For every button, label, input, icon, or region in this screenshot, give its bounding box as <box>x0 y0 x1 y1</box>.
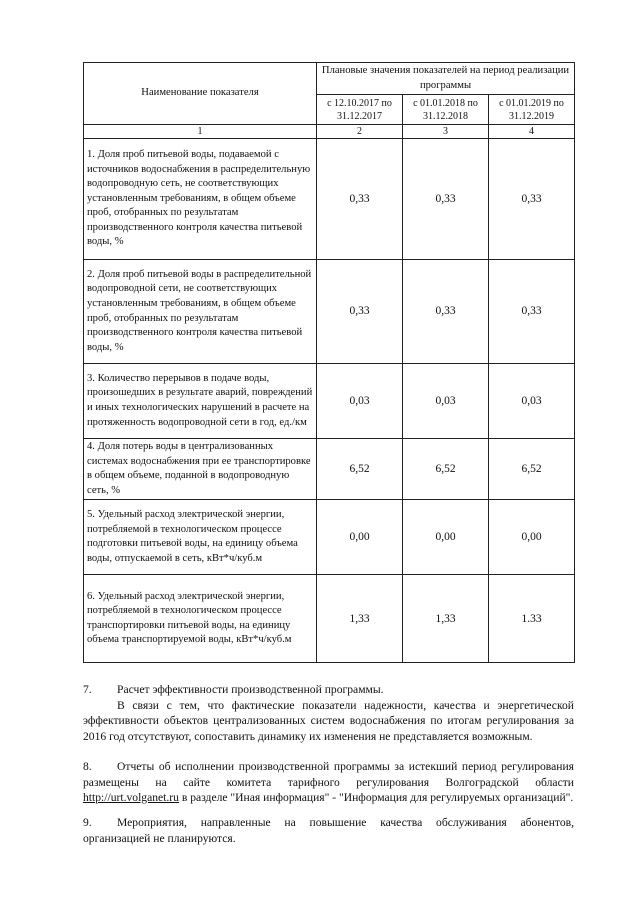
col-number-2: 2 <box>317 125 403 139</box>
indicators-table <box>83 62 575 663</box>
row-value: 6,52 <box>317 439 403 500</box>
row-value: 0,33 <box>403 260 489 364</box>
row-value: 0,33 <box>317 139 403 260</box>
header-indicator-name: Наименование показателя <box>84 63 317 125</box>
paragraph-8-number: 8. <box>83 760 92 773</box>
paragraph-8-text-b: в разделе "Иная информация" - "Информация для регулируемых организаций". <box>181 791 574 804</box>
row-name: 5. Удельный расход электрической энергии, потребляемой в технологическом процессе подготовки питьевой воды, на единицу объема воды, отпускаемой в сеть, кВт*ч/куб.м <box>84 500 317 575</box>
table-row <box>84 575 575 663</box>
row-value: 0,03 <box>403 364 489 439</box>
col-number-1: 1 <box>84 125 317 139</box>
table-row <box>84 500 575 575</box>
header-period-2: с 01.01.2018 по 31.12.2018 <box>403 95 489 125</box>
paragraph-8 <box>83 759 574 806</box>
table-row <box>84 139 575 260</box>
table-row <box>84 260 575 364</box>
row-value: 6,52 <box>403 439 489 500</box>
header-planned-values: Плановые значения показателей на период реализации программы <box>317 63 575 95</box>
row-name: 4. Доля потерь воды в централизованных системах водоснабжения при ее транспортировке в общем объеме, поданной в водопроводную сеть, % <box>84 439 317 500</box>
row-value: 1,33 <box>317 575 403 663</box>
row-value: 0,03 <box>489 364 575 439</box>
paragraph-8-text-a: Отчеты об исполнении производственной программы за истекший период регулирования размещены на сайте комитета тарифного регулирования Волгоградской области <box>83 760 574 789</box>
paragraph-9-text: Мероприятия, направленные на повышение качества обслуживания абонентов, организацией не планируются. <box>83 816 574 845</box>
header-period-3: с 01.01.2019 по 31.12.2019 <box>489 95 575 125</box>
row-value: 0,33 <box>403 139 489 260</box>
row-name: 2. Доля проб питьевой воды в распределительной водопроводной сети, не соответствующих установленным требованиям, в общем объеме проб, отобранных по результатам производственного контроля качества питьевой воды, % <box>84 260 317 364</box>
paragraph-7 <box>83 682 574 744</box>
row-value: 0,00 <box>317 500 403 575</box>
row-value: 0,33 <box>317 260 403 364</box>
table-row <box>84 364 575 439</box>
row-name: 3. Количество перерывов в подаче воды, произошедших в результате аварий, повреждений и иных технологических нарушений в расчете на протяженность водопроводной сети в год, ед./км <box>84 364 317 439</box>
header-period-1: с 12.10.2017 по 31.12.2017 <box>317 95 403 125</box>
col-number-4: 4 <box>489 125 575 139</box>
row-value: 0,00 <box>403 500 489 575</box>
row-value: 6,52 <box>489 439 575 500</box>
row-value: 1,33 <box>403 575 489 663</box>
table-row <box>84 439 575 500</box>
row-value: 1.33 <box>489 575 575 663</box>
row-value: 0,33 <box>489 139 575 260</box>
paragraph-7-number: 7. <box>83 683 92 696</box>
row-value: 0,00 <box>489 500 575 575</box>
row-name: 6. Удельный расход электрической энергии, потребляемой в технологическом процессе транспортировки питьевой воды, на единицу объема транспортируемой воды, кВт*ч/куб.м <box>84 575 317 663</box>
row-value: 0,03 <box>317 364 403 439</box>
col-number-3: 3 <box>403 125 489 139</box>
row-value: 0,33 <box>489 260 575 364</box>
paragraph-7-text: В связи с тем, что фактические показатели надежности, качества и энергетической эффективности объектов централизованных систем водоснабжения по итогам регулирования за 2016 год отсутствуют, сопоставить динамику их изменения не представляется возможным. <box>83 698 574 743</box>
website-link[interactable]: http://urt.volganet.ru <box>83 791 179 804</box>
row-name: 1. Доля проб питьевой воды, подаваемой с источников водоснабжения в распределительную водопроводную сеть, не соответствующих установленным требованиям, в общем объеме проб, отобранных по результатам производственного контроля качества питьевой воды, % <box>84 139 317 260</box>
paragraph-7-title: Расчет эффективности производственной программы. <box>117 683 384 696</box>
paragraph-9 <box>83 815 574 846</box>
paragraph-9-number: 9. <box>83 816 92 829</box>
